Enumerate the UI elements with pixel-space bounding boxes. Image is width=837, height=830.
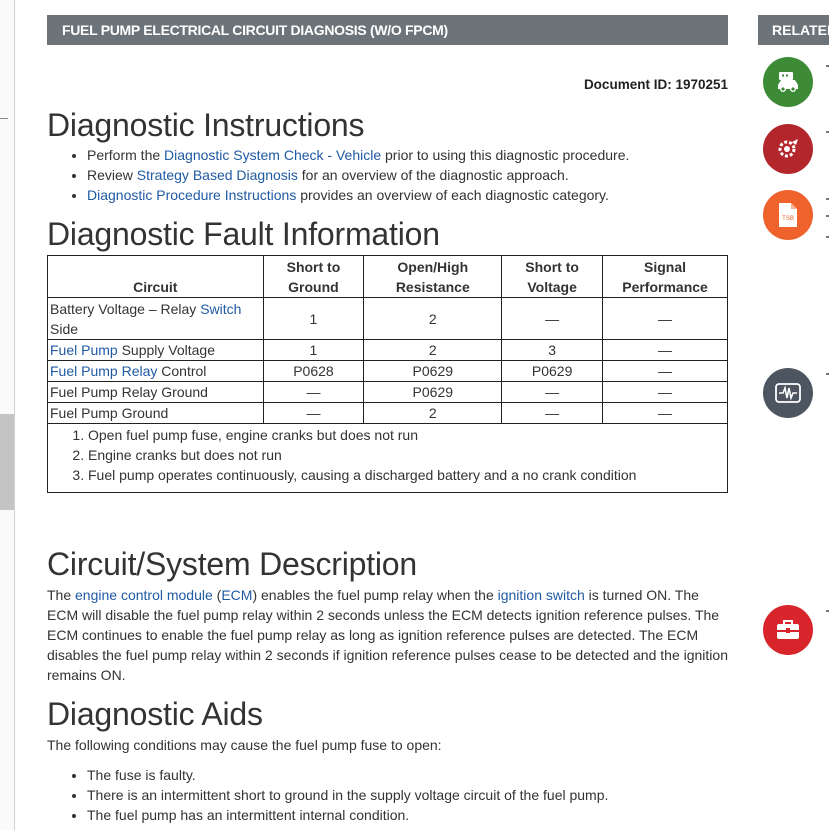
vehicle-service-glyph xyxy=(775,71,801,93)
cell-value: — xyxy=(502,403,603,424)
paragraph-text: ( xyxy=(212,587,222,603)
table-row xyxy=(48,361,728,382)
description-paragraph xyxy=(47,585,728,685)
col-header-circuit: Circuit xyxy=(48,256,264,298)
circuit-cell xyxy=(48,361,264,382)
paragraph-text: ) enables the fuel pump relay when the xyxy=(252,587,498,603)
circuit-text: Battery Voltage – Relay xyxy=(50,300,201,317)
table-row xyxy=(48,403,728,424)
link-diagnostic-procedure-instructions[interactable]: Diagnostic Procedure Instructions xyxy=(87,187,297,203)
cell-value: 1 xyxy=(263,340,364,361)
col-header-short-to-ground: Short to Ground xyxy=(263,256,364,298)
tsb-document-glyph xyxy=(777,202,799,228)
link-fuel-pump-relay[interactable]: Fuel Pump Relay xyxy=(50,363,158,379)
circuit-text: Control xyxy=(157,363,207,379)
list-item xyxy=(87,185,629,205)
list-text: provides an overview of each diagnostic category. xyxy=(296,187,609,203)
truncated-text-mark xyxy=(826,373,829,375)
circuit-text: Side xyxy=(50,320,79,337)
document-id: Document ID: 1970251 xyxy=(583,77,728,92)
cell-value: 3 xyxy=(502,340,603,361)
circuit-cell xyxy=(48,340,264,361)
col-header-signal-performance: Signal Performance xyxy=(603,256,728,298)
table-header-row xyxy=(48,256,728,298)
cell-value: — xyxy=(603,340,728,361)
waveform-icon[interactable] xyxy=(763,368,813,418)
list-text: Perform the xyxy=(87,147,165,163)
table-notes xyxy=(48,424,728,493)
list-text: for an overview of the diagnostic approach. xyxy=(297,167,569,183)
cell-value: 1 xyxy=(263,298,364,340)
cell-value: P0629 xyxy=(364,361,502,382)
link-strategy-based-diagnosis[interactable]: Strategy Based Diagnosis xyxy=(136,167,298,183)
truncated-text-mark xyxy=(826,236,829,238)
cell-value: P0628 xyxy=(263,361,364,382)
document-title: FUEL PUMP ELECTRICAL CIRCUIT DIAGNOSIS (W/O FPCM) xyxy=(47,15,728,45)
link-engine-control-module[interactable]: engine control module xyxy=(75,587,213,603)
cell-value: — xyxy=(263,403,364,424)
circuit-cell: Fuel Pump Ground xyxy=(48,403,264,424)
cell-value: 2 xyxy=(364,340,502,361)
cell-value: — xyxy=(603,361,728,382)
cell-value: — xyxy=(603,382,728,403)
toolbox-glyph xyxy=(775,619,801,641)
link-switch[interactable]: Switch xyxy=(200,300,242,317)
list-item: • There is an intermittent short to ground in the supply voltage circuit of the fuel pump. xyxy=(87,785,608,805)
cell-value: — xyxy=(502,298,603,340)
list-item xyxy=(87,165,629,185)
tsb-label: TSB xyxy=(782,216,794,222)
table-row xyxy=(48,298,728,340)
truncated-text-mark xyxy=(826,610,829,612)
list-text: prior to using this diagnostic procedure. xyxy=(381,147,630,163)
cell-value: — xyxy=(603,403,728,424)
heading-diagnostic-fault-information: Diagnostic Fault Information xyxy=(47,216,440,252)
panel-resize-handle[interactable] xyxy=(0,414,14,510)
recall-gear-icon[interactable] xyxy=(763,124,813,174)
cell-value: 2 xyxy=(364,403,502,424)
instructions-list xyxy=(69,145,629,205)
table-notes-row xyxy=(48,424,728,493)
related-panel-header: RELATED xyxy=(758,15,829,45)
note-item: 2. Engine cranks but does not run xyxy=(88,445,727,465)
list-item: • The fuel pump has an intermittent internal condition. xyxy=(87,805,608,825)
truncated-text-mark xyxy=(826,198,829,200)
cell-value: P0629 xyxy=(502,361,603,382)
link-ecm[interactable]: ECM xyxy=(221,587,253,603)
truncated-text-mark xyxy=(826,65,829,67)
list-item xyxy=(87,145,629,165)
circuit-cell: Fuel Pump Relay Ground xyxy=(48,382,264,403)
vehicle-service-icon[interactable] xyxy=(763,57,813,107)
paragraph-text: is turned ON. The ECM will disable the fuel pump relay within 2 seconds unless the ECM detects ignition reference pulses. The ECM continues to enable the fuel pump relay as long as ignition reference pulses are detected. The ECM disables the fuel pump relay within 2 seconds if ignition reference pulses cease to be detected and the ignition remains ON. xyxy=(47,587,728,683)
col-header-short-to-voltage: Short to Voltage xyxy=(502,256,603,298)
cell-value: — xyxy=(263,382,364,403)
truncated-text-mark xyxy=(826,215,829,217)
heading-diagnostic-instructions: Diagnostic Instructions xyxy=(47,107,365,143)
recall-gear-glyph xyxy=(775,136,801,162)
heading-diagnostic-aids: Diagnostic Aids xyxy=(47,696,263,732)
table-row xyxy=(48,340,728,361)
aids-list xyxy=(69,765,608,825)
cell-value: — xyxy=(502,382,603,403)
list-text: Review xyxy=(87,167,137,183)
note-item: 3. Fuel pump operates continuously, causing a discharged battery and a no crank condition xyxy=(88,465,727,485)
tsb-document-icon[interactable] xyxy=(763,190,813,240)
left-panel-edge xyxy=(0,0,15,830)
link-fuel-pump[interactable]: Fuel Pump xyxy=(50,342,118,358)
heading-circuit-system-description: Circuit/System Description xyxy=(47,546,418,582)
note-item: 1. Open fuel pump fuse, engine cranks but does not run xyxy=(88,425,727,445)
link-diagnostic-system-check[interactable]: Diagnostic System Check - Vehicle xyxy=(164,147,382,163)
table-row xyxy=(48,382,728,403)
cell-value: — xyxy=(603,298,728,340)
list-item: • The fuse is faulty. xyxy=(87,765,608,785)
fault-table xyxy=(47,255,728,493)
toolbox-icon[interactable] xyxy=(763,605,813,655)
waveform-glyph xyxy=(774,382,802,404)
col-header-open-high-resistance: Open/High Resistance xyxy=(364,256,502,298)
panel-tick xyxy=(0,118,8,119)
link-ignition-switch[interactable]: ignition switch xyxy=(497,587,585,603)
truncated-text-mark xyxy=(826,131,829,133)
paragraph-text: The xyxy=(47,587,76,603)
circuit-text: Supply Voltage xyxy=(117,342,215,358)
cell-value: P0629 xyxy=(364,382,502,403)
aids-intro: The following conditions may cause the fuel pump fuse to open: xyxy=(47,737,442,753)
cell-value: 2 xyxy=(364,298,502,340)
circuit-cell xyxy=(48,298,264,340)
